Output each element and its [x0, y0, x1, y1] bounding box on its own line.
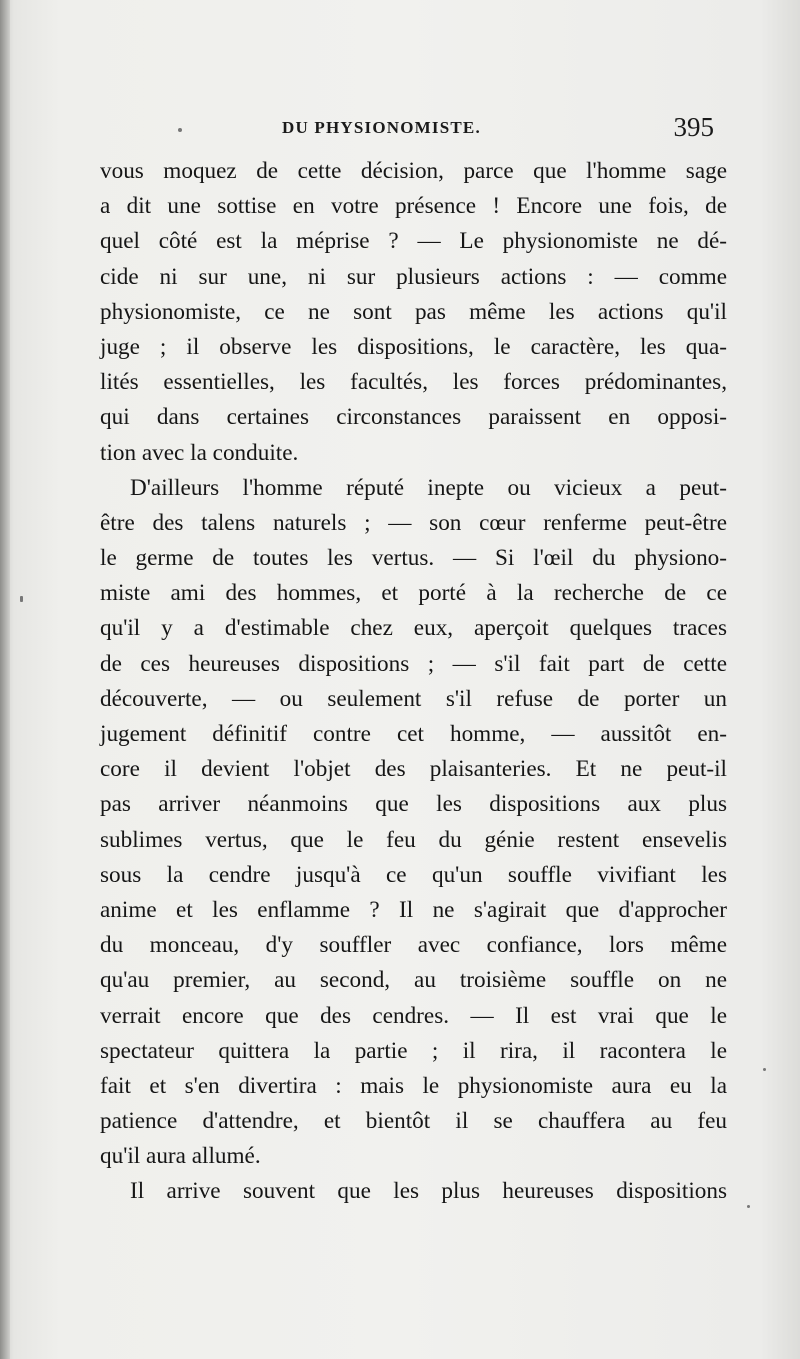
text-line: a dit une sottise en votre présence ! Encore une fois, de [100, 193, 727, 220]
text-line: qu'il y a d'estimable chez eux, aperçoit quelques traces [100, 615, 727, 642]
paper-speck [20, 596, 23, 602]
text-line: être des talens naturels ; — son cœur renferme peut-être [100, 509, 727, 536]
paper-speck [747, 1205, 750, 1208]
text-line: découverte, — ou seulement s'il refuse de porter un [100, 685, 727, 712]
body-text [100, 154, 727, 1210]
text-line: qu'au premier, au second, au troisième souffle on ne [100, 967, 727, 994]
text-line: miste ami des hommes, et porté à la recherche de ce [100, 580, 727, 607]
text-line: jugement définitif contre cet homme, — aussitôt en- [100, 721, 727, 747]
text-line: quel côté est la méprise ? — Le physionomiste ne dé- [100, 228, 727, 255]
text-line: le germe de toutes les vertus. — Si l'œil du physiono- [100, 545, 727, 572]
text-line: lités essentielles, les facultés, les forces prédominantes, [100, 369, 727, 396]
text-line: cide ni sur une, ni sur plusieurs actions : — comme [100, 263, 727, 290]
text-line: sous la cendre jusqu'à ce qu'un souffle vivifiant les [100, 861, 727, 888]
text-line: spectateur quittera la partie ; il rira, il racontera le [100, 1037, 727, 1064]
text-line: physionomiste, ce ne sont pas même les actions qu'il [100, 298, 727, 325]
paper-speck [178, 128, 182, 132]
text-line: qui dans certaines circonstances paraissent en opposi- [100, 404, 727, 431]
text-line: de ces heureuses dispositions ; — s'il fait part de cette [100, 650, 727, 677]
text-line: tion avec la conduite. [100, 439, 299, 466]
text-line: fait et s'en divertira : mais le physionomiste aura eu la [100, 1072, 727, 1099]
paper-speck [763, 1068, 766, 1071]
text-line: patience d'attendre, et bientôt il se chauffera au feu [100, 1108, 727, 1135]
page-gutter-shadow [0, 0, 10, 1359]
page-number: 395 [673, 112, 714, 142]
text-line: core il devient l'objet des plaisanteries. Et ne peut-il [100, 756, 727, 783]
text-line: D'ailleurs l'homme réputé inepte ou vicieux a peut- [130, 474, 727, 501]
text-line: juge ; il observe les dispositions, le caractère, les qua- [100, 333, 727, 360]
text-line: Il arrive souvent que les plus heureuses dispositions [130, 1178, 727, 1205]
text-line: anime et les enflamme ? Il ne s'agirait que d'approcher [100, 896, 727, 923]
text-line: qu'il aura allumé. [100, 1143, 261, 1170]
text-line: vous moquez de cette décision, parce que l'homme sage [100, 158, 727, 184]
text-line: sublimes vertus, que le feu du génie restent ensevelis [100, 826, 727, 853]
running-head: DU PHYSIONOMISTE. [282, 118, 481, 137]
text-line: verrait encore que des cendres. — Il est vrai que le [100, 1002, 727, 1029]
text-line: du monceau, d'y souffler avec confiance, lors même [100, 932, 727, 959]
page-header [100, 112, 720, 146]
text-line: pas arriver néanmoins que les dispositions aux plus [100, 791, 727, 818]
